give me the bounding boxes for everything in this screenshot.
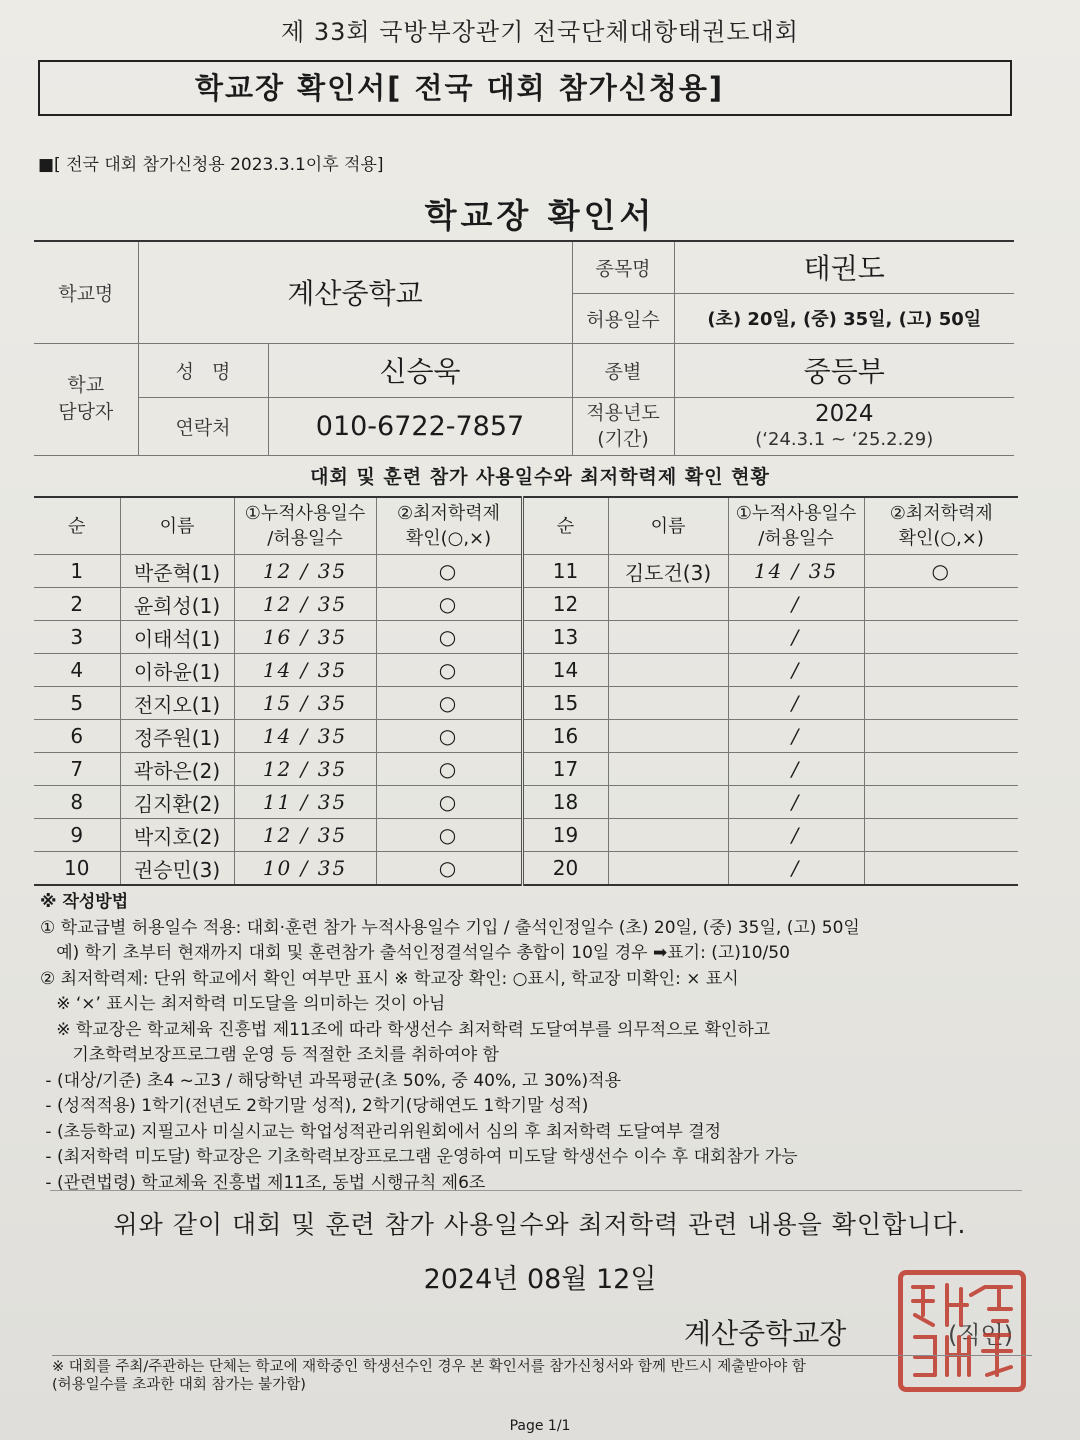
min-achievement-check [864, 588, 1018, 621]
school-info-table [34, 240, 1014, 456]
used-days: / [728, 621, 864, 654]
note-line: 기초학력보장프로그램 운영 등 적절한 조치를 취하여야 함 [40, 1045, 499, 1065]
title-box [38, 60, 1012, 116]
principal-signature: 계산중학교장 [684, 1317, 847, 1350]
min-achievement-check [864, 621, 1018, 654]
student-name [608, 753, 728, 786]
year-value: 2024 [814, 401, 874, 427]
roster-section-title: 대회 및 훈련 참가 사용일수와 최저학력제 확인 현황 [310, 466, 770, 488]
applicability-note: ■[ 전국 대회 참가신청용 2023.3.1이후 적용] [38, 155, 384, 175]
min-achievement-check: ○ [376, 687, 522, 720]
row-number: 1 [34, 555, 120, 588]
student-name: 이태석(1) [120, 621, 234, 654]
student-name: 박지호(2) [120, 819, 234, 852]
student-name [608, 588, 728, 621]
student-name: 김도건(3) [608, 555, 728, 588]
note-line: - (대상/기준) 초4 ~고3 / 해당학년 과목평균(초 50%, 중 40%, 고 30%)적용 [40, 1070, 622, 1091]
note-line: ② 최저학력제: 단위 학교에서 확인 여부만 표시 ※ 학교장 확인: ○표시, 학교장 미확인: × 표시 [40, 968, 739, 989]
min-achievement-check: ○ [376, 654, 522, 687]
writing-instructions [40, 890, 1030, 1196]
table-row [34, 753, 1018, 786]
allowed-days-value: (초) 20일, (중) 35일, (고) 50일 [674, 293, 1014, 343]
used-days: 12 / 35 [234, 819, 376, 852]
student-name [608, 654, 728, 687]
table-row [34, 654, 1018, 687]
manager-label: 학교 담당자 [34, 343, 138, 455]
row-number: 10 [34, 852, 120, 886]
document-title: 학교장 확인서 [424, 196, 656, 235]
row-number: 5 [34, 687, 120, 720]
used-days: 15 / 35 [234, 687, 376, 720]
note-line: ① 학교급별 허용일수 적용: 대회·훈련 참가 누적사용일수 기입 / 출석인정일수 (초) 20일, (중) 35일, (고) 50일 [40, 917, 860, 938]
allowed-days-label: 허용일수 [572, 293, 674, 343]
notes-heading: ※ 작성방법 [40, 892, 129, 912]
row-number: 19 [522, 819, 608, 852]
used-days: / [728, 654, 864, 687]
note-line: 예) 학기 초부터 현재까지 대회 및 훈련참가 출석인정결석일수 총합이 10일 경우 ➡표기: (고)10/50 [40, 943, 790, 963]
table-row [34, 588, 1018, 621]
min-achievement-check [864, 753, 1018, 786]
row-number: 3 [34, 621, 120, 654]
row-number: 6 [34, 720, 120, 753]
used-days: 10 / 35 [234, 852, 376, 886]
row-number: 9 [34, 819, 120, 852]
table-row [34, 819, 1018, 852]
row-number: 7 [34, 753, 120, 786]
row-number: 20 [522, 852, 608, 886]
used-days: 11 / 35 [234, 786, 376, 819]
row-number: 12 [522, 588, 608, 621]
student-name [608, 786, 728, 819]
seal-mark: (직인) [948, 1321, 1014, 1349]
contact-label: 연락처 [138, 397, 268, 455]
header-no: 순 [34, 497, 120, 555]
table-row [34, 852, 1018, 886]
period-value: (‘24.3.1 ~ ‘25.2.29) [755, 429, 934, 450]
header-no: 순 [522, 497, 608, 555]
min-achievement-check: ○ [376, 852, 522, 886]
row-number: 4 [34, 654, 120, 687]
row-number: 16 [522, 720, 608, 753]
min-achievement-check [864, 852, 1018, 886]
used-days: / [728, 819, 864, 852]
issue-date: 2024년 08월 12일 [423, 1264, 657, 1295]
used-days: / [728, 588, 864, 621]
used-days: 14 / 35 [234, 720, 376, 753]
table-row [34, 687, 1018, 720]
student-name: 윤희성(1) [120, 588, 234, 621]
table-row [34, 555, 1018, 588]
confirmation-statement: 위와 같이 대회 및 훈련 참가 사용일수와 최저학력 관련 내용을 확인합니다. [113, 1210, 967, 1239]
table-row [34, 720, 1018, 753]
event-title: 제 33회 국방부장관기 전국단체대항태권도대회 [281, 18, 799, 46]
used-days: / [728, 753, 864, 786]
student-name: 박준혁(1) [120, 555, 234, 588]
row-number: 15 [522, 687, 608, 720]
roster-body [34, 555, 1018, 886]
row-number: 13 [522, 621, 608, 654]
note-line: - (최저학력 미도달) 학교장은 기초학력보장프로그램 운영하여 미도달 학생선수 이수 후 대회참가 가능 [40, 1147, 798, 1167]
used-days: / [728, 720, 864, 753]
used-days: 16 / 35 [234, 621, 376, 654]
table-row [34, 786, 1018, 819]
footnote-line: (허용일수를 초과한 대회 참가는 불가함) [52, 1377, 306, 1393]
min-achievement-check: ○ [376, 819, 522, 852]
used-days: / [728, 786, 864, 819]
sport-value: 태권도 [674, 241, 1014, 293]
min-achievement-check: ○ [376, 720, 522, 753]
box-title: 학교장 확인서[ 전국 대회 참가신청용] [195, 71, 725, 105]
min-achievement-check [864, 819, 1018, 852]
min-achievement-check [864, 654, 1018, 687]
min-achievement-check: ○ [376, 753, 522, 786]
note-line: - (관련법령) 학교체육 진흥법 제11조, 동법 시행규칙 제6조 [40, 1172, 486, 1193]
student-name [608, 687, 728, 720]
row-number: 11 [522, 555, 608, 588]
row-number: 8 [34, 786, 120, 819]
note-line: - (성적적용) 1학기(전년도 2학기말 성적), 2학기(당해연도 1학기말 성적) [40, 1096, 589, 1116]
roster-table [34, 496, 1018, 886]
footnote-line: ※ 대회를 주최/주관하는 단체는 학교에 재학중인 학생선수인 경우 본 확인서를 참가신청서와 함께 반드시 제출받아야 함 [52, 1359, 806, 1375]
row-number: 2 [34, 588, 120, 621]
divider [50, 1190, 1022, 1191]
note-line: - (초등학교) 지필고사 미실시교는 학업성적관리위원회에서 심의 후 최저학력 도달여부 결정 [40, 1121, 722, 1142]
used-days: / [728, 687, 864, 720]
manager-name: 신승욱 [268, 343, 572, 397]
year-label: 적용년도 (기간) [572, 397, 674, 455]
student-name: 전지오(1) [120, 687, 234, 720]
name-label: 성 명 [138, 343, 268, 397]
header-check: ②최저학력제 확인(○,×) [376, 497, 522, 555]
used-days: 12 / 35 [234, 555, 376, 588]
min-achievement-check [864, 786, 1018, 819]
header-days: ①누적사용일수 /허용일수 [234, 497, 376, 555]
student-name [608, 621, 728, 654]
sport-label: 종목명 [572, 241, 674, 293]
school-name: 계산중학교 [138, 241, 572, 343]
min-achievement-check: ○ [376, 621, 522, 654]
min-achievement-check: ○ [864, 555, 1018, 588]
school-label: 학교명 [34, 241, 138, 343]
row-number: 17 [522, 753, 608, 786]
min-achievement-check [864, 720, 1018, 753]
min-achievement-check: ○ [376, 786, 522, 819]
row-number: 18 [522, 786, 608, 819]
header-name: 이름 [608, 497, 728, 555]
student-name [608, 852, 728, 886]
student-name: 곽하은(2) [120, 753, 234, 786]
min-achievement-check: ○ [376, 555, 522, 588]
used-days: 14 / 35 [234, 654, 376, 687]
min-achievement-check: ○ [376, 588, 522, 621]
category-value: 중등부 [674, 343, 1014, 397]
header-name: 이름 [120, 497, 234, 555]
student-name: 권승민(3) [120, 852, 234, 886]
contact-value: 010-6722-7857 [268, 397, 572, 455]
header-check: ②최저학력제 확인(○,×) [864, 497, 1018, 555]
used-days: 12 / 35 [234, 753, 376, 786]
student-name: 이하윤(1) [120, 654, 234, 687]
student-name [608, 720, 728, 753]
table-row [34, 621, 1018, 654]
used-days: / [728, 852, 864, 886]
note-line: ※ 학교장은 학교체육 진흥법 제11조에 따라 학생선수 최저학력 도달여부를 의무적으로 확인하고 [40, 1019, 771, 1040]
min-achievement-check [864, 687, 1018, 720]
footnote [52, 1355, 1032, 1394]
student-name [608, 819, 728, 852]
used-days: 12 / 35 [234, 588, 376, 621]
row-number: 14 [522, 654, 608, 687]
page-number: Page 1/1 [509, 1418, 571, 1434]
category-label: 종별 [572, 343, 674, 397]
note-line: ※ ‘×’ 표시는 최저학력 미도달을 의미하는 것이 아님 [40, 994, 446, 1014]
used-days: 14 / 35 [728, 555, 864, 588]
student-name: 정주원(1) [120, 720, 234, 753]
year-cell [674, 397, 1014, 455]
student-name: 김지환(2) [120, 786, 234, 819]
header-days: ①누적사용일수 /허용일수 [728, 497, 864, 555]
